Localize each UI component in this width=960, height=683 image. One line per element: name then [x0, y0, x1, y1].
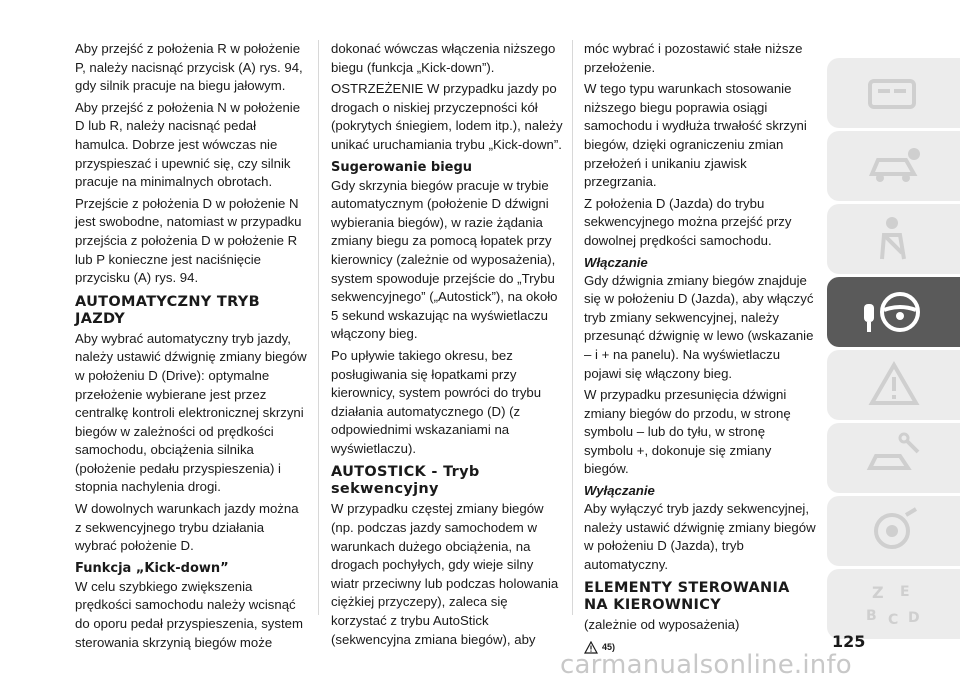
- paragraph: W przypadku przesunięcia dźwigni zmiany biegów do przodu, w stronę symbolu – lub do tyłu, w stronę symbolu +, dokonuje się zmiany biegów.: [584, 387, 791, 477]
- sidebar-tab-car-info[interactable]: [827, 131, 960, 201]
- column-divider: [572, 40, 573, 615]
- paragraph: Aby wybrać automatyczny tryb jazdy, należy ustawić dźwignię zmiany biegów w położeniu D (Drive): optymalne przełożenie wybierane jest przez centralkę kontroli elektronicznej skrzyni biegów w zależności od prędkości samochodu, obciążenia silnika (położenie pedału przyspieszenia) i stopnia nachylenia drogi.: [75, 330, 307, 495]
- paragraph: Aby wyłączyć tryb jazdy sekwencyjnej, należy ustawić dźwignię zmiany biegów w położeniu D (Jazda), tryb automatyczny.: [584, 501, 816, 572]
- svg-text:Z: Z: [871, 583, 884, 602]
- subheading-enable: Włączanie: [584, 254, 648, 270]
- paragraph: Po upływie takiego okresu, bez posługiwania się łopatkami przy kierownicy, system powróci do trybu działania automatycznego (D) (z odpowiednimi wskazaniami na wyświetlaczu).: [331, 347, 542, 456]
- chapter-sidebar: [827, 58, 960, 642]
- watermark-text: carmanualsonline.info: [560, 650, 852, 680]
- svg-text:E: E: [899, 584, 910, 600]
- svg-text:C: C: [887, 612, 898, 628]
- warning-road-icon: [862, 359, 926, 411]
- sidebar-tab-driving[interactable]: [827, 277, 960, 347]
- paragraph: móc wybrać i pozostawić stałe niższe przełożenie.: [584, 41, 803, 75]
- paragraph: Gdy skrzynia biegów pracuje w trybie automatycznym (położenie D dźwigni wybierania biegów), w razie żądania zmiany biegu za pomocą łopatek przy kierownicy (zależnie od wyposażenia), system spowoduje przejście do „Trybu sekwencyjnego” („Autostick”), na około 5 sekund wskazując na wyświetlaczu włączony bieg.: [331, 177, 558, 342]
- paragraph: Przejście z położenia D w położenie N jest swobodne, natomiast w przypadku przejścia z położenia D w położenie R lub P konieczne jest naciśnięcie przycisku (A) rys. 94.: [75, 195, 302, 286]
- svg-text:D: D: [907, 610, 920, 626]
- paragraph: Aby przejść z położenia R w położenie P, należy nacisnąć przycisk (A) rys. 94, gdy silnik pracuje na biegu jałowym.: [75, 41, 303, 94]
- paragraph: Aby przejść z położenia N w położenie D lub R, należy nacisnąć pedał hamulca. Dobrze jest wówczas nie przyspieszać i upewnić się, czy silnik pracuje na minimalnych obrotach.: [75, 99, 301, 190]
- section-heading-automatic-mode: AUTOMATYCZNY TRYB JAZDY: [75, 293, 260, 327]
- sidebar-tab-safety[interactable]: [827, 204, 960, 274]
- paragraph: (zależnie od wyposażenia): [584, 617, 740, 633]
- paragraph: dokonać wówczas włączenia niższego biegu (funkcja „Kick-down”).: [331, 41, 556, 75]
- subheading-disable: Wyłączanie: [584, 483, 655, 499]
- sidebar-tab-emergency[interactable]: [827, 350, 960, 420]
- sidebar-tab-technical[interactable]: [827, 496, 960, 566]
- settings-gear-icon: [862, 505, 926, 557]
- car-info-icon: [862, 140, 926, 192]
- paragraph: W przypadku częstej zmiany biegów (np. podczas jazdy samochodem w warunkach dużego obciążenia, na drogach pochyłych, gdy wieje silny wiatr przeciwny lub podczas holowania ciężkiej przyczepy), zaleca się korzystać z trybu AutoStick (sekwencyjna zmiana biegów), aby: [331, 501, 559, 647]
- paragraph: W celu szybkiego zwiększenia prędkości samochodu należy wcisnąć do oporu pedał przyspieszenia, system sterowania skrzynią biegów może: [75, 578, 303, 650]
- paragraph: W dowolnych warunkach jazdy można z sekwencyjnego trybu działania wybrać położenie D.: [75, 501, 299, 554]
- alphabet-index-icon: [862, 578, 926, 630]
- section-heading-autostick: AUTOSTICK - Tryb sekwencyjny: [331, 464, 480, 498]
- text-column-1: [75, 40, 307, 655]
- text-column-2: [331, 40, 563, 652]
- car-tools-icon: [862, 432, 926, 484]
- warning-paragraph: OSTRZEŻENIE W przypadku jazdy po drogach o niskiej przyczepności kół (pokrytych śniegiem, lodem itp.), należy unikać uruchamiania trybu „Kick-down”.: [331, 81, 563, 152]
- svg-text:B: B: [865, 608, 877, 624]
- sidebar-tab-index[interactable]: [827, 569, 960, 639]
- page-number: 125: [832, 632, 866, 651]
- seatbelt-person-icon: [862, 213, 926, 265]
- paragraph: W tego typu warunkach stosowanie niższego biegu poprawia osiągi samochodu i wydłuża trwałość skrzyni biegów, dzięki ograniczeniu zmian przełożeń i unikaniu zjawisk przegrzania.: [584, 81, 807, 190]
- sidebar-tab-maintenance[interactable]: [827, 423, 960, 493]
- sidebar-tab-dashboard[interactable]: [827, 58, 960, 128]
- column-divider: [318, 40, 319, 615]
- paragraph: Z położenia D (Jazda) do trybu sekwencyjnego można przejść przy dowolnej prędkości samochodu.: [584, 195, 792, 248]
- subheading-gear-suggestion: Sugerowanie biegu: [331, 159, 473, 175]
- key-steering-wheel-icon: [862, 286, 926, 338]
- warning-ref-number: 45): [602, 642, 616, 653]
- car-dashboard-icon: [862, 67, 926, 119]
- paragraph: Gdy dźwignia zmiany biegów znajduje się w położeniu D (Jazda), aby włączyć tryb zmiany sekwencyjnej, należy przesunąć dźwignię w lewo (wskazanie – i + na panelu). Na wyświetlaczu pojawi się włączony bieg.: [584, 272, 814, 381]
- subheading-kick-down: Funkcja „Kick-down”: [75, 560, 229, 576]
- section-heading-steering-controls: ELEMENTY STEROWANIA NA KIEROWNICY: [584, 580, 790, 614]
- text-column-3: [584, 40, 816, 657]
